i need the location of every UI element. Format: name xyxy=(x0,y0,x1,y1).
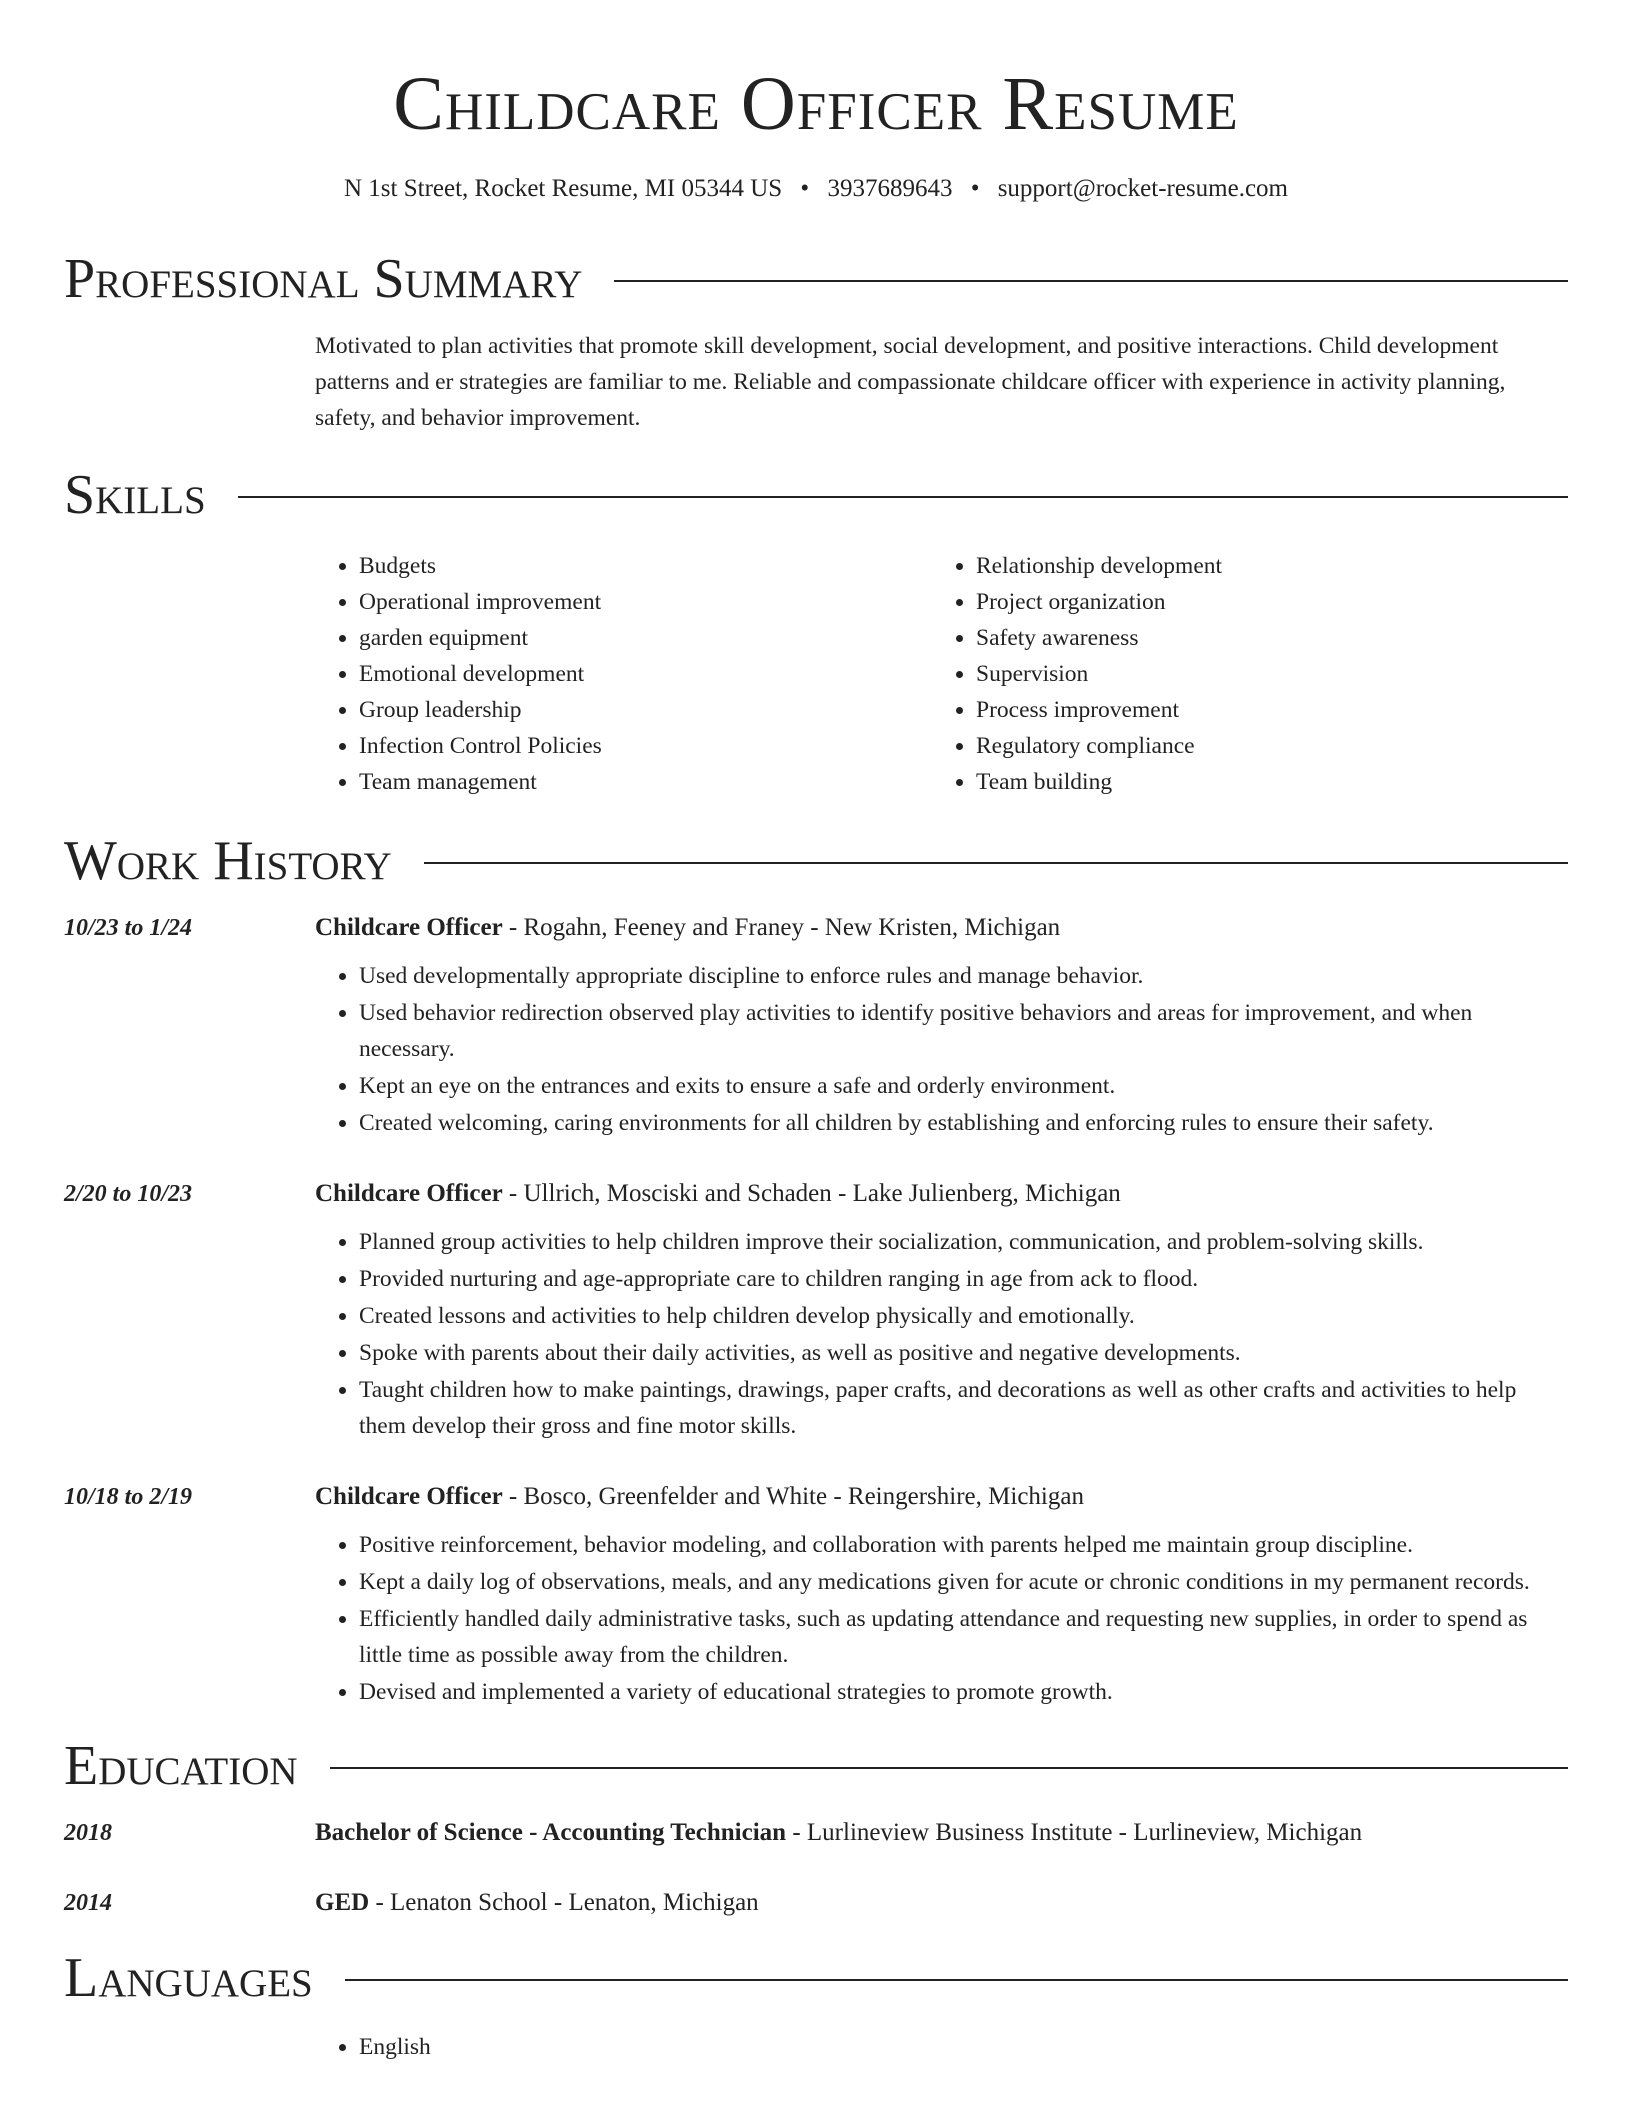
skills-heading: Skills xyxy=(64,464,206,526)
resume-title: Childcare Officer Resume xyxy=(393,62,1239,146)
job-employer: - Bosco, Greenfelder and White - Reingershire, Michigan xyxy=(502,1483,1084,1510)
section-divider xyxy=(330,1767,1568,1769)
skill-item: • Team management xyxy=(359,764,932,800)
work-dates: 10/18 to 2/19 xyxy=(64,1484,193,1510)
job-bullet: • Created lessons and activities to help children develop physically and emotionally. xyxy=(359,1298,1568,1334)
work-dates: 10/23 to 1/24 xyxy=(64,915,193,941)
summary-heading: Professional Summary xyxy=(64,248,583,310)
job-employer: - Rogahn, Feeney and Franey - New Kristen, Michigan xyxy=(502,914,1061,941)
job-title: Childcare Officer xyxy=(315,1483,503,1510)
education-year: 2018 xyxy=(64,1820,112,1846)
work-heading: Work History xyxy=(64,830,392,892)
skill-item: • garden equipment xyxy=(359,620,932,656)
degree: GED xyxy=(315,1889,370,1916)
section-divider xyxy=(424,862,1568,864)
contact-separator: • xyxy=(800,175,810,202)
work-heading-line xyxy=(315,908,1568,948)
job-bullet: • Used developmentally appropriate discipline to enforce rules and manage behavior. xyxy=(359,958,1568,994)
languages-heading: Languages xyxy=(64,1947,313,2009)
contact-address: N 1st Street, Rocket Resume, MI 05344 US xyxy=(344,175,783,202)
section-divider xyxy=(345,1979,1568,1981)
languages-list xyxy=(315,2029,1568,2065)
work-entry xyxy=(64,1477,1568,1711)
contact-separator: • xyxy=(970,175,980,202)
job-title: Childcare Officer xyxy=(315,1180,503,1207)
work-entry xyxy=(64,1174,1568,1445)
skills-column-right xyxy=(932,548,1549,800)
languages-bullets xyxy=(315,2029,1568,2065)
job-bullet: • Spoke with parents about their daily activities, as well as positive and negative developments. xyxy=(359,1335,1568,1371)
job-bullet: • Efficiently handled daily administrative tasks, such as updating attendance and requesting new supplies, in order to spend as little time as possible away from the children. xyxy=(359,1601,1568,1673)
education-line xyxy=(315,1813,1568,1853)
education-entry xyxy=(64,1883,1568,1923)
work-section-header xyxy=(64,828,1568,894)
job-title: Childcare Officer xyxy=(315,914,503,941)
skill-item: • Relationship development xyxy=(976,548,1549,584)
job-bullets xyxy=(315,1527,1568,1710)
skill-item: • Budgets xyxy=(359,548,932,584)
job-bullets xyxy=(315,958,1568,1141)
school: - Lurlineview Business Institute - Lurlineview, Michigan xyxy=(786,1819,1363,1846)
skill-item: • Project organization xyxy=(976,584,1549,620)
degree: Bachelor of Science - Accounting Technician xyxy=(315,1819,787,1846)
contact-email: support@rocket-resume.com xyxy=(997,175,1288,202)
skill-item: • Emotional development xyxy=(359,656,932,692)
skills-column-left xyxy=(315,548,932,800)
section-divider xyxy=(238,496,1568,498)
job-bullet: • Provided nurturing and age-appropriate care to children ranging in age from ack to flood. xyxy=(359,1261,1568,1297)
work-heading-line xyxy=(315,1477,1568,1517)
school: - Lenaton School - Lenaton, Michigan xyxy=(369,1889,759,1916)
job-bullet: • Used behavior redirection observed play activities to identify positive behaviors and areas for improvement, and when necessary. xyxy=(359,995,1568,1067)
work-heading-line xyxy=(315,1174,1568,1214)
skill-item: • Group leadership xyxy=(359,692,932,728)
job-bullet: • Devised and implemented a variety of educational strategies to promote growth. xyxy=(359,1674,1568,1710)
languages-section-header xyxy=(64,1945,1568,2011)
contact-phone: 3937689643 xyxy=(827,175,953,202)
skill-item: • Safety awareness xyxy=(976,620,1549,656)
education-section-header xyxy=(64,1733,1568,1799)
education-line xyxy=(315,1883,1568,1923)
job-bullet: • Positive reinforcement, behavior modeling, and collaboration with parents helped me maintain group discipline. xyxy=(359,1527,1568,1563)
work-dates: 2/20 to 10/23 xyxy=(64,1181,193,1207)
job-bullet: • Kept a daily log of observations, meals, and any medications given for acute or chronic conditions in my permanent records. xyxy=(359,1564,1568,1600)
skill-item: • Team building xyxy=(976,764,1549,800)
skill-item: • Regulatory compliance xyxy=(976,728,1549,764)
resume-page xyxy=(64,0,1568,2065)
section-divider xyxy=(614,280,1568,282)
job-bullet: • Created welcoming, caring environments for all children by establishing and enforcing rules to ensure their safety. xyxy=(359,1105,1568,1141)
skills-list xyxy=(315,548,1568,800)
skill-item: • Supervision xyxy=(976,656,1549,692)
job-bullet: • Kept an eye on the entrances and exits to ensure a safe and orderly environment. xyxy=(359,1068,1568,1104)
education-heading: Education xyxy=(64,1735,298,1797)
skills-section-header xyxy=(64,462,1568,528)
summary-section-header xyxy=(64,246,1568,312)
contact-line xyxy=(64,172,1568,206)
work-entry xyxy=(64,908,1568,1142)
job-employer: - Ullrich, Mosciski and Schaden - Lake Julienberg, Michigan xyxy=(502,1180,1121,1207)
summary-text: Motivated to plan activities that promote skill development, social development, and positive interactions. Child development patterns and er strategies are familiar to me. Reliable and compassionate childcare officer with experience in activity planning, safety, and behavior improvement. xyxy=(315,333,1506,431)
education-year: 2014 xyxy=(64,1890,112,1916)
education-entry xyxy=(64,1813,1568,1853)
job-bullet: • Taught children how to make paintings, drawings, paper crafts, and decorations as well as other crafts and activities to help them develop their gross and fine motor skills. xyxy=(359,1372,1568,1444)
skill-item: • Process improvement xyxy=(976,692,1549,728)
job-bullets xyxy=(315,1224,1568,1444)
skill-item: • Infection Control Policies xyxy=(359,728,932,764)
job-bullet: • Planned group activities to help children improve their socialization, communication, and problem-solving skills. xyxy=(359,1224,1568,1260)
language-item: • English xyxy=(359,2029,1568,2065)
skill-item: • Operational improvement xyxy=(359,584,932,620)
